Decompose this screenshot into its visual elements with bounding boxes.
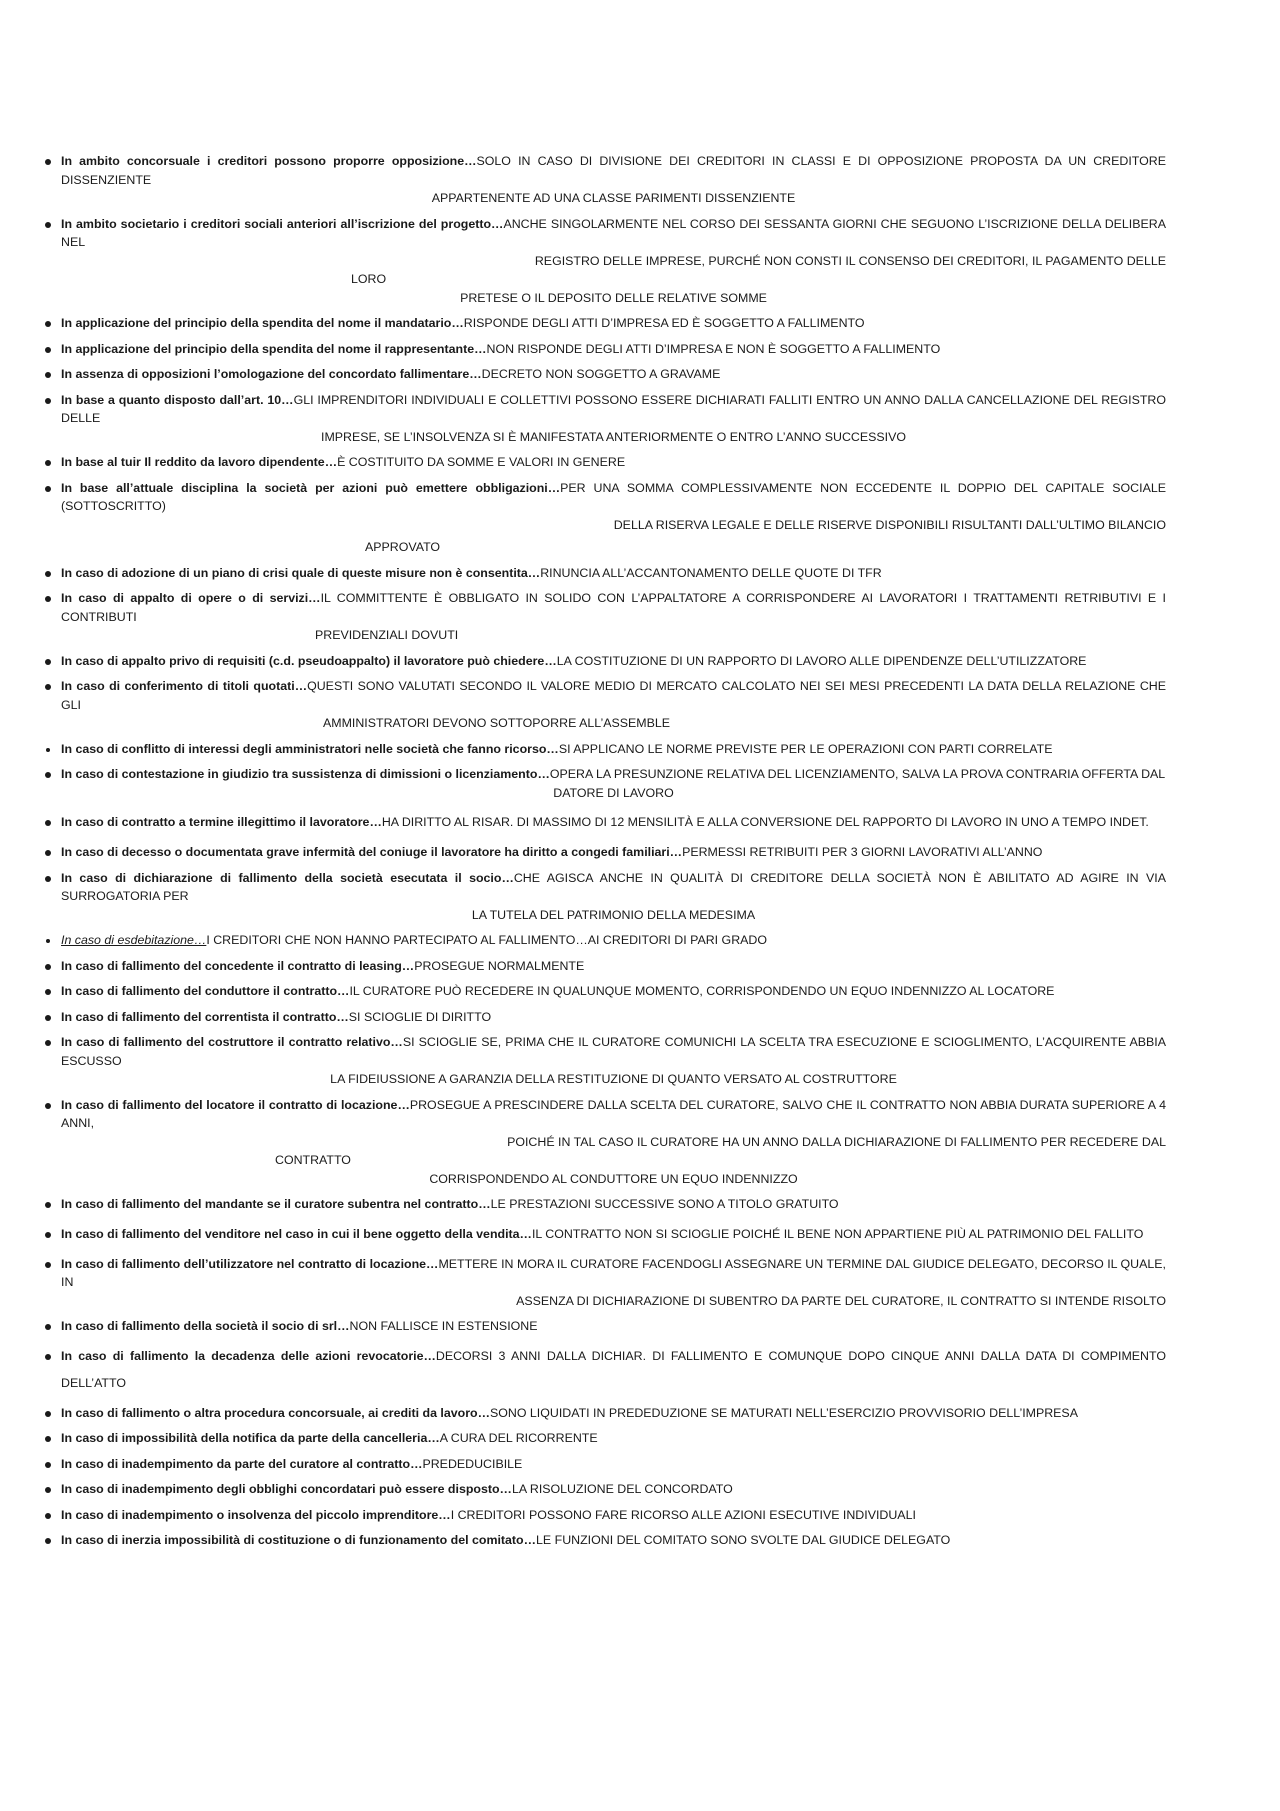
bullet-icon [45, 964, 51, 970]
list-item [45, 740, 1166, 759]
answer-text: PROSEGUE NORMALMENTE [414, 958, 585, 973]
question-text: In caso di conferimento di titoli quotati… [61, 679, 308, 693]
bullet-icon [45, 372, 51, 378]
answer-text: PREDEDUCIBILE [422, 1456, 523, 1471]
bullet-icon [46, 748, 50, 752]
answer-text: GLI IMPRENDITORI INDIVIDUALI E COLLETTIVI POSSONO ESSERE DICHIARATI FALLITI ENTRO UN ANNO DALLA CANCELLAZIONE DEL REGISTRO DELLE [61, 392, 1166, 425]
bullet-icon [45, 1262, 51, 1268]
question-text: In applicazione del principio della spendita del nome il mandatario… [61, 316, 464, 330]
question-text: In caso di fallimento dell’utilizzatore nel contratto di locazione… [61, 1256, 439, 1271]
list-item [45, 1317, 1166, 1336]
answer-text: OPERA LA PRESUNZIONE RELATIVA DEL LICENZIAMENTO, SALVA LA PROVA CONTRARIA OFFERTA DAL [549, 767, 1166, 781]
bullet-icon [45, 222, 51, 228]
list-item [45, 1429, 1166, 1448]
answer-text: LE PRESTAZIONI SUCCESSIVE SONO A TITOLO GRATUITO [490, 1197, 839, 1211]
bullet-icon [45, 486, 51, 492]
bullet-icon [45, 850, 51, 856]
answer-text: LA RISOLUZIONE DEL CONCORDATO [511, 1482, 733, 1496]
answer-text: LA COSTITUZIONE DI UN RAPPORTO DI LAVORO ALLE DIPENDENZE DELL’UTILIZZATORE [556, 653, 1087, 668]
list-item [45, 982, 1166, 1001]
answer-text: NON FALLISCE IN ESTENSIONE [349, 1319, 538, 1333]
question-text: In caso di fallimento della società il socio di srl… [61, 1319, 350, 1333]
question-text: In caso di dichiarazione di fallimento della società esecutata il socio… [61, 870, 514, 885]
bullet-icon [45, 684, 51, 690]
bullet-icon [45, 1040, 51, 1046]
list-item [45, 152, 1166, 208]
question-text: In base al tuir Il reddito da lavoro dipendente… [61, 455, 338, 469]
answer-text: NON RISPONDE DEGLI ATTI D’IMPRESA E NON È SOGGETTO A FALLIMENTO [486, 341, 941, 356]
question-text: In caso di impossibilità della notifica da parte della cancelleria… [61, 1431, 440, 1445]
bullet-icon [45, 659, 51, 665]
bullet-icon [45, 1324, 51, 1330]
bullet-icon [45, 876, 51, 882]
question-text: In ambito societario i creditori sociali anteriori all’iscrizione del progetto… [61, 216, 504, 231]
question-text: In applicazione del principio della spendita del nome il rappresentante… [61, 341, 487, 356]
answer-continuation: LA FIDEIUSSIONE A GARANZIA DELLA RESTITUZIONE DI QUANTO VERSATO AL COSTRUTTORE [330, 1072, 897, 1086]
bullet-icon [45, 398, 51, 404]
bullet-icon [45, 347, 51, 353]
answer-continuation: APPARTENENTE AD UNA CLASSE PARIMENTI DISSENZIENTE [431, 191, 796, 205]
answer-continuation: CORRISPONDENDO AL CONDUTTORE UN EQUO INDENNIZZO [429, 1171, 798, 1186]
question-text: In assenza di opposizioni l’omologazione del concordato fallimentare… [61, 367, 482, 381]
answer-continuation: CONTRATTO [275, 1153, 351, 1167]
list-item [45, 1531, 1166, 1550]
list-item [45, 453, 1166, 472]
list-item [45, 479, 1166, 557]
list-item [45, 314, 1166, 333]
list-item [45, 1506, 1166, 1525]
answer-continuation: PREVIDENZIALI DOVUTI [315, 628, 459, 642]
bullet-icon [45, 1538, 51, 1544]
list-item [45, 1480, 1166, 1499]
answer-text: SOLO IN CASO DI DIVISIONE DEI CREDITORI IN CLASSI E DI OPPOSIZIONE PROPOSTA DA UN CREDITORE DISSENZIENTE [61, 154, 1166, 187]
list-item [45, 931, 1166, 950]
list-item [45, 365, 1166, 384]
answer-text: HA DIRITTO AL RISAR. DI MASSIMO DI 12 MENSILITÀ E ALLA CONVERSIONE DEL RAPPORTO DI LAVORO IN UNO A TEMPO INDET. [381, 815, 1149, 829]
answer-text: SI SCIOGLIE DI DIRITTO [348, 1009, 492, 1024]
bullet-icon [45, 820, 51, 826]
list-item [45, 1343, 1166, 1397]
question-text: In caso di fallimento del mandante se il curatore subentra nel contratto… [61, 1197, 491, 1211]
list-item [45, 391, 1166, 447]
question-text: In caso di inadempimento o insolvenza del piccolo imprenditore… [61, 1507, 451, 1522]
list-item [45, 957, 1166, 976]
answer-text: PER UNA SOMMA COMPLESSIVAMENTE NON ECCEDENTE IL DOPPIO DEL CAPITALE SOCIALE (SOTTOSCRITTO) [61, 480, 1166, 513]
question-text: In base a quanto disposto dall’art. 10… [61, 392, 294, 407]
list-item [45, 589, 1166, 645]
question-text: In caso di adozione di un piano di crisi quale di queste misure non è consentita… [61, 565, 541, 580]
answer-text: SI APPLICANO LE NORME PREVISTE PER LE OPERAZIONI CON PARTI CORRELATE [558, 741, 1053, 756]
answer-text: IL COMMITTENTE È OBBLIGATO IN SOLIDO CON L’APPALTATORE A CORRISPONDERE AI LAVORATORI I TRATTAMENTI RETRIBUTIVI E I CONTRIBUTI [61, 591, 1166, 624]
answer-continuation: AMMINISTRATORI DEVONO SOTTOPORRE ALL’ASSEMBLE [323, 716, 671, 730]
answer-text: RINUNCIA ALL’ACCANTONAMENTO DELLE QUOTE DI TFR [540, 565, 882, 580]
list-item [45, 869, 1166, 925]
bullet-icon [45, 1513, 51, 1519]
answer-continuation: REGISTRO DELLE IMPRESE, PURCHÉ NON CONSTI IL CONSENSO DEI CREDITORI, IL PAGAMENTO DELLE [534, 253, 1166, 268]
bullet-icon [45, 460, 51, 466]
list-item [45, 215, 1166, 308]
bullet-icon [45, 596, 51, 602]
answer-text: METTERE IN MORA IL CURATORE FACENDOGLI ASSEGNARE UN TERMINE DAL GIUDICE DELEGATO, DECORSO IL QUALE, IN [61, 1256, 1166, 1289]
answer-text: LE FUNZIONI DEL COMITATO SONO SVOLTE DAL GIUDICE DELEGATO [536, 1533, 951, 1547]
answer-text: PERMESSI RETRIBUITI PER 3 GIORNI LAVORATIVI ALL’ANNO [682, 845, 1043, 859]
list-item [45, 1008, 1166, 1027]
list-item [45, 1455, 1166, 1474]
question-text: In caso di appalto di opere o di servizi… [61, 591, 321, 605]
answer-text: SI SCIOGLIE SE, PRIMA CHE IL CURATORE COMUNICHI LA SCELTA TRA ESECUZIONE E SCIOGLIMENTO, L’ACQUIRENTE ABBIA ESCUSSO [61, 1035, 1166, 1068]
bullet-icon [45, 1436, 51, 1442]
list-item [45, 652, 1166, 671]
bullet-icon [45, 159, 51, 165]
answer-text: I CREDITORI CHE NON HANNO PARTECIPATO AL FALLIMENTO…AI CREDITORI DI PARI GRADO [206, 933, 767, 947]
list-item [45, 1404, 1166, 1423]
question-text: In caso di conflitto di interessi degli amministratori nelle società che fanno ricorso… [61, 741, 559, 756]
answer-continuation: POICHÉ IN TAL CASO IL CURATORE HA UN ANNO DALLA DICHIARAZIONE DI FALLIMENTO PER RECEDERE DAL [507, 1134, 1166, 1149]
bullet-icon [45, 321, 51, 327]
bullet-icon [45, 1354, 51, 1360]
answer-text: I CREDITORI POSSONO FARE RICORSO ALLE AZIONI ESECUTIVE INDIVIDUALI [450, 1507, 916, 1522]
answer-text: DECORSI 3 ANNI DALLA DICHIAR. DI FALLIMENTO E COMUNQUE DOPO CINQUE ANNI DALLA DATA DI COMPIMENTO DELL’ATTO [61, 1348, 1166, 1390]
question-text: In caso di fallimento o altra procedura concorsuale, ai crediti da lavoro… [61, 1405, 490, 1420]
answer-continuation: LORO [351, 272, 387, 286]
qa-list [45, 152, 1166, 1550]
answer-text: A CURA DEL RICORRENTE [439, 1431, 598, 1445]
answer-text: QUESTI SONO VALUTATI SECONDO IL VALORE MEDIO DI MERCATO CALCOLATO NEI SEI MESI PRECEDENTI LA DATA DELLA RELAZIONE CHE GLI [61, 679, 1166, 712]
question-text: In base all’attuale disciplina la società per azioni può emettere obbligazioni… [61, 480, 561, 495]
bullet-icon [45, 1103, 51, 1109]
question-text: In caso di contestazione in giudizio tra sussistenza di dimissioni o licenziamento… [61, 767, 550, 781]
question-text: In caso di inadempimento degli obblighi concordatari può essere disposto… [61, 1482, 512, 1496]
question-text: In ambito concorsuale i creditori possono proporre opposizione… [61, 154, 477, 168]
list-item [45, 1221, 1166, 1248]
bullet-icon [45, 1462, 51, 1468]
answer-continuation: APPROVATO [365, 540, 441, 554]
answer-text: È COSTITUITO DA SOMME E VALORI IN GENERE [337, 455, 626, 469]
answer-text: PROSEGUE A PRESCINDERE DALLA SCELTA DEL CURATORE, SALVO CHE IL CONTRATTO NON ABBIA DURATA SUPERIORE A 4 ANNI, [61, 1097, 1167, 1130]
question-text: In caso di fallimento del locatore il contratto di locazione… [61, 1097, 410, 1112]
answer-continuation: PRETESE O IL DEPOSITO DELLE RELATIVE SOMME [460, 290, 767, 305]
answer-text: IL CURATORE PUÒ RECEDERE IN QUALUNQUE MOMENTO, CORRISPONDENDO UN EQUO INDENNIZZO AL LOCATORE [349, 984, 1055, 998]
answer-continuation: LA TUTELA DEL PATRIMONIO DELLA MEDESIMA [471, 907, 756, 922]
bullet-icon [45, 1015, 51, 1021]
bullet-icon [46, 939, 50, 943]
answer-text: DECRETO NON SOGGETTO A GRAVAME [481, 367, 721, 381]
bullet-icon [45, 571, 51, 577]
answer-text: RISPONDE DEGLI ATTI D’IMPRESA ED È SOGGETTO A FALLIMENTO [463, 316, 865, 330]
question-text: In caso di inadempimento da parte del curatore al contratto… [61, 1456, 423, 1471]
question-text: In caso di decesso o documentata grave infermità del coniuge il lavoratore ha diritto a congedi familiari… [61, 845, 683, 859]
bullet-icon [45, 1202, 51, 1208]
bullet-icon [45, 1232, 51, 1238]
question-text: In caso di contratto a termine illegittimo il lavoratore… [61, 815, 382, 829]
list-item [45, 564, 1166, 583]
question-text: In caso di appalto privo di requisiti (c.d. pseudoappalto) il lavoratore può chiedere… [61, 653, 557, 668]
list-item [45, 809, 1166, 836]
answer-continuation: ASSENZA DI DICHIARAZIONE DI SUBENTRO DA PARTE DEL CURATORE, IL CONTRATTO SI INTENDE RISOLTO [516, 1293, 1166, 1308]
bullet-icon [45, 989, 51, 995]
answer-text: CHE AGISCA ANCHE IN QUALITÀ DI CREDITORE DELLA SOCIETÀ NON È ABILITATO AD AGIRE IN VIA SURROGATORIA PER [61, 870, 1166, 903]
bullet-icon [45, 772, 51, 778]
question-text: In caso di fallimento del venditore nel caso in cui il bene oggetto della vendita… [61, 1226, 532, 1241]
answer-continuation: DATORE DI LAVORO [553, 785, 674, 800]
question-text: In caso di fallimento del conduttore il contratto… [61, 984, 350, 998]
answer-text: SONO LIQUIDATI IN PREDEDUZIONE SE MATURATI NELL’ESERCIZIO PROVVISORIO DELL’IMPRESA [489, 1405, 1078, 1420]
answer-continuation: DELLA RISERVA LEGALE E DELLE RISERVE DISPONIBILI RISULTANTI DALL’ULTIMO BILANCIO [613, 517, 1166, 532]
bullet-icon [45, 1411, 51, 1417]
list-item [45, 765, 1166, 802]
question-text: In caso di fallimento del correntista il contratto… [61, 1009, 349, 1024]
question-text: In caso di inerzia impossibilità di costituzione o di funzionamento del comitato… [61, 1533, 537, 1547]
bullet-icon [45, 1487, 51, 1493]
answer-text: ANCHE SINGOLARMENTE NEL CORSO DEI SESSANTA GIORNI CHE SEGUONO L’ISCRIZIONE DELLA DELIBERA NEL [61, 216, 1166, 249]
answer-text: IL CONTRATTO NON SI SCIOGLIE POICHÉ IL BENE NON APPARTIENE PIÙ AL PATRIMONIO DEL FALLITO [531, 1226, 1144, 1241]
answer-continuation: IMPRESE, SE L’INSOLVENZA SI È MANIFESTATA ANTERIORMENTE O ENTRO L’ANNO SUCCESSIVO [321, 429, 906, 444]
question-text: In caso di fallimento del costruttore il contratto relativo… [61, 1035, 403, 1049]
list-item [45, 677, 1166, 733]
list-item [45, 1195, 1166, 1214]
list-item [45, 340, 1166, 359]
question-text: In caso di fallimento del concedente il contratto di leasing… [61, 958, 415, 973]
question-text: In caso di esdebitazione… [61, 933, 207, 947]
list-item [45, 843, 1166, 862]
list-item [45, 1096, 1166, 1189]
list-item [45, 1033, 1166, 1089]
question-text: In caso di fallimento la decadenza delle azioni revocatorie… [61, 1348, 436, 1363]
list-item [45, 1255, 1166, 1311]
